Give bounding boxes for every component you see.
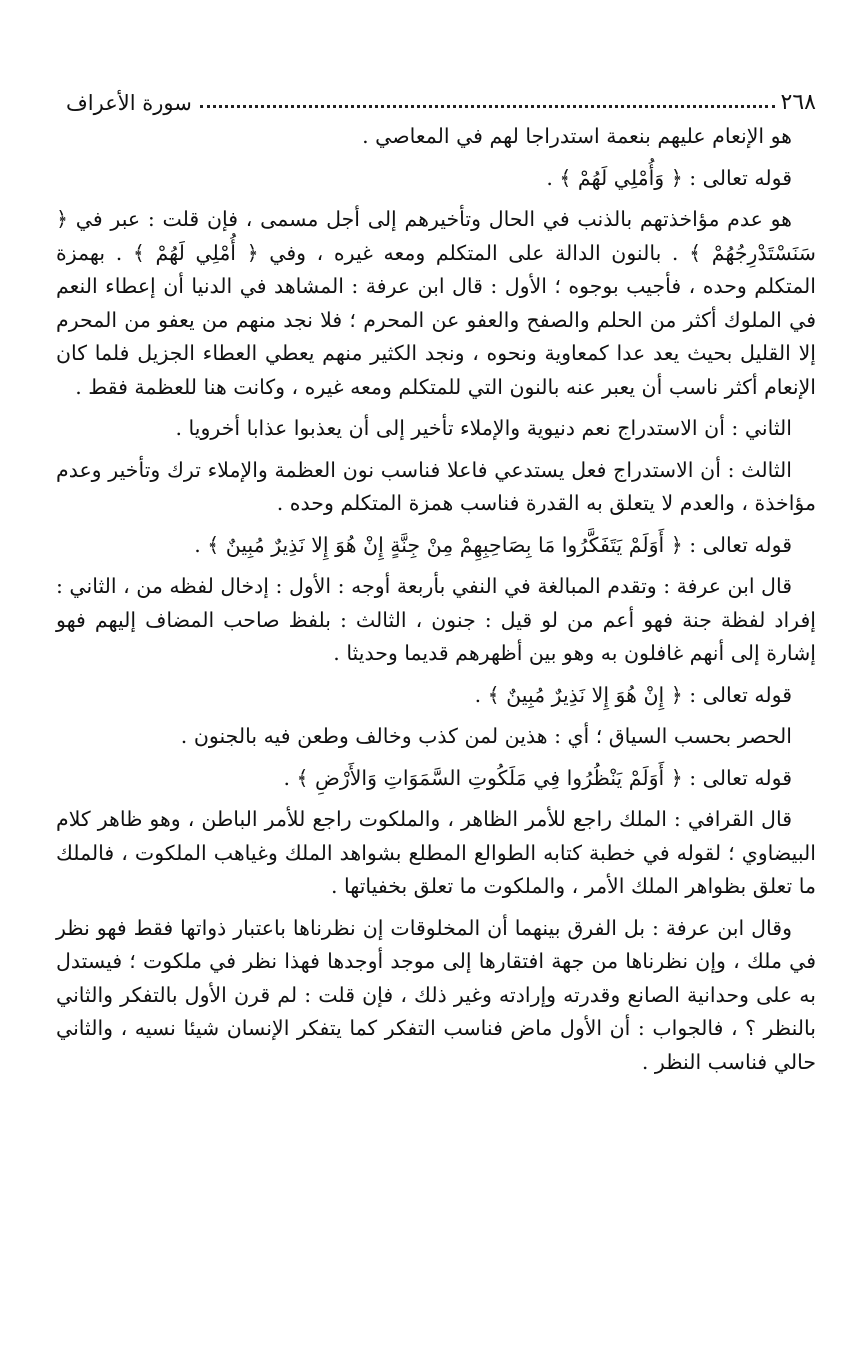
verse-line: قوله تعالى : ﴿ أَوَلَمْ يَنْظُرُوا فِي مَلَكُوتِ السَّمَوَاتِ وَالأَرْضِ ﴾ . — [283, 765, 792, 790]
header-dotted-rule — [200, 105, 775, 108]
verse-line: قوله تعالى : ﴿ وَأُمْلِي لَهُمْ ﴾ . — [546, 165, 792, 190]
paragraph: قال ابن عرفة : وتقدم المبالغة في النفي بأربعة أوجه : الأول : إدخال لفظه من ، الثاني : إفراد لفظة جنة فهو أعم من لو قيل : جنون ، الثالث : بلفظ صاحب المضاف إليهم فهو إشارة إلى أنهم غافلون به وهو بين أظهرهم قديما وحديثا . — [56, 574, 816, 665]
verse-line: قوله تعالى : ﴿ أَوَلَمْ يَتَفَكَّرُوا مَا بِصَاحِبِهِمْ مِنْ جِنَّةٍ إِنْ هُوَ إِلا نَذِيرٌ مُبِينٌ ﴾ . — [194, 532, 792, 557]
paragraph: الثالث : أن الاستدراج فعل يستدعي فاعلا فناسب نون العظمة والإملاء ترك وتأخير وعدم مؤاخذة ، والعدم لا يتعلق به القدرة فناسب همزة المتكلم وحده . — [56, 457, 816, 515]
page-number: ٢٦٨ — [780, 90, 816, 115]
paragraph: هو الإنعام عليهم بنعمة استدراجا لهم في المعاصي . — [362, 124, 792, 148]
paragraph: هو عدم مؤاخذتهم بالذنب في الحال وتأخيرهم إلى أجل مسمى ، فإن قلت : عبر في ﴿ سَنَسْتَدْرِجُهُمْ ﴾ . بالنون الدالة على المتكلم ومعه غيره ، وفي ﴿ أُمْلِي لَهُمْ ﴾ . بهمزة المتكلم وحده ، فأجيب بوجوه ؛ الأول : قال ابن عرفة : المشاهد في الدنيا أن إعطاء النعم في الملوك أكثر من الحلم والصفح والعفو عن المحرم ؛ فلا نجد منهم من يعفو من المحرم إلا القليل بحيث يعد عدا كمعاوية ونحوه ، ونجد الكثير منهم يعطي العطاء الجزيل فلما كان الإنعام أكثر ناسب أن يعبر عنه بالنون التي للمتكلم ومعه غيره ، وكانت هنا للعظمة فقط . — [56, 207, 816, 399]
book-page — [56, 78, 816, 1087]
verse-line: قوله تعالى : ﴿ إِنْ هُوَ إِلا نَذِيرٌ مُبِينٌ ﴾ . — [474, 682, 792, 707]
paragraph: وقال ابن عرفة : بل الفرق بينهما أن المخلوقات إن نظرناها باعتبار ذواتها فقط فهو نظر في ملك ، وإن نظرناها من جهة افتقارها إلى موجد أوجدها فهذا نظر في ملكوت ؛ فيستدل به على وحدانية الصانع وقدرته وإرادته وغير ذلك ، فإن قلت : لم قرن الأول بالتفكر والثاني بالنظر ؟ ، فالجواب : أن الأول ماض فناسب التفكر كما يتفكر الإنسان شيئا نسيه ، والثاني حالي فناسب النظر . — [56, 915, 816, 1074]
page-body — [56, 120, 816, 1079]
paragraph: الحصر بحسب السياق ؛ أي : هذين لمن كذب وخالف وطعن فيه بالجنون . — [180, 724, 792, 748]
paragraph: الثاني : أن الاستدراج نعم دنيوية والإملاء تأخير إلى أن يعذبوا عذابا أخرويا . — [175, 416, 792, 440]
page-header — [56, 78, 816, 114]
paragraph: قال القرافي : الملك راجع للأمر الظاهر ، والملكوت راجع للأمر الباطن ، وهو ظاهر كلام البيضاوي ؛ لقوله في خطبة كتابه الطوالع المطلع بشواهد الملك وغياهب الملكوت ، فالملك ما تعلق بظواهر الملك الأمر ، والملكوت ما تعلق بخفياتها . — [56, 807, 816, 898]
surah-title: سورة الأعراف — [66, 91, 192, 115]
